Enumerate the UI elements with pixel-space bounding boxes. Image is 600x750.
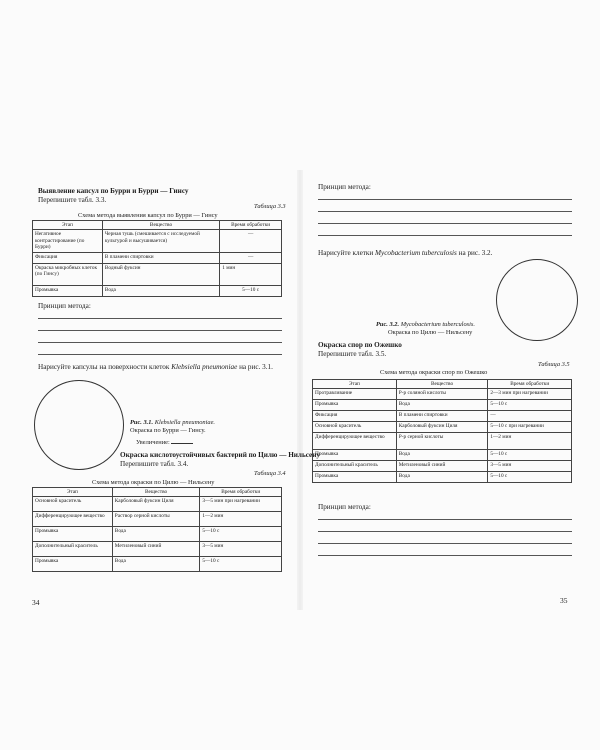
section-heading-ozheshko: Окраска спор по Ожешко [318,341,402,349]
page-number-right: 35 [560,596,568,605]
figure-caption-3-2 [376,321,475,329]
figure-caption-line2: Окраска по Цилю — Нильсену [388,329,473,336]
table-cell: Промывка [313,400,397,411]
magnification-blank [171,437,193,444]
column-header: Этап [313,380,397,389]
table-cell: Промывка [33,285,103,296]
table-row [313,411,572,422]
table-cell: Вода [396,400,488,411]
table-cell: 3—5 мин [488,461,572,472]
drawing-circle-3-1 [34,380,124,470]
table-cell: 2—3 мин при нагревании [488,389,572,400]
table-header-row [313,380,572,389]
table-cell: 5—10 с [488,400,572,411]
section-heading-ziehl: Окраска кислотоустойчивых бактерий по Цилю — Нильсену [120,451,320,459]
writing-line [38,318,282,319]
writing-line [318,199,572,200]
table-cell: Фиксация [33,252,103,263]
principle-label-bottom: Принцип метода: [318,503,371,511]
table-cell: Основной краситель [33,497,113,512]
table-row [313,461,572,472]
table-cell: Водный фуксин [102,263,219,285]
column-header: Вещество [112,488,200,497]
draw-text: Нарисуйте клетки [318,249,376,257]
table-cell: Промывка [33,557,113,572]
table-cell: — [220,252,282,263]
table-cell: Вода [102,285,219,296]
table-cell: — [220,230,282,252]
table-cell: Фиксация [313,411,397,422]
table-cell: 5—10 с при нагревании [488,422,572,433]
writing-line [38,342,282,343]
writing-line [318,235,572,236]
table-cell: Промывка [33,527,113,542]
drawing-circle-3-2 [496,259,578,341]
table-title-3-3: Схема метода выявления капсул по Бурри — Гинсу [78,212,218,219]
caption-prefix: Рис. 3.2. [376,321,401,328]
principle-label: Принцип метода: [38,302,91,310]
principle-label-top: Принцип метода: [318,183,371,191]
table-cell: Основной краситель [313,422,397,433]
table-3-3 [32,220,282,297]
instruction-table-3-5: Перепишите табл. 3.5. [318,350,387,358]
writing-line [318,543,572,544]
table-cell: Раствор серной кислоты [112,512,200,527]
species-name: Mycobacterium tuberculosis [375,249,457,257]
table-row [33,252,282,263]
table-header-row [33,221,282,230]
table-cell: Вода [112,557,200,572]
table-cell: Вода [112,527,200,542]
column-header: Время обработки [200,488,282,497]
table-cell: Дифференцирующее вещество [313,433,397,450]
draw-text: Нарисуйте капсулы на поверхности клеток [38,363,172,371]
table-cell: 1—2 мин [488,433,572,450]
table-3-4 [32,487,282,572]
caption-prefix: Рис. 3.1. [130,419,155,426]
table-row [33,542,282,557]
draw-text: на рис. 3.1. [237,363,273,371]
writing-line [318,223,572,224]
table-cell: Метиленовый синий [112,542,200,557]
table-row [33,527,282,542]
table-cell: Дополнительный краситель [313,461,397,472]
table-row [313,472,572,483]
table-row [313,450,572,461]
table-cell: Черная тушь (смешивается с исследуемой культурой и высушивается) [102,230,219,252]
table-cell: 5—10 с [200,557,282,572]
column-header: Время обработки [220,221,282,230]
table-label-3-3: Таблица 3.3 [254,203,286,210]
table-cell: 5—10 с [200,527,282,542]
table-cell: В пламени спиртовки [396,411,488,422]
table-cell: Карболовый фуксин Циля [396,422,488,433]
instruction-table-3-3: Перепишите табл. 3.3. [38,196,107,204]
table-3-5 [312,379,572,483]
table-row [313,422,572,433]
table-cell: 1—2 мин [200,512,282,527]
column-header: Этап [33,488,113,497]
column-header: Вещество [102,221,219,230]
table-cell: Карболовый фуксин Циля [112,497,200,512]
table-row [33,263,282,285]
table-title-3-5: Схема метода окраски спор по Ожешко [380,369,488,376]
table-row [313,389,572,400]
table-row [313,433,572,450]
table-row [33,285,282,296]
draw-text: на рис. 3.2. [456,249,493,257]
figure-caption-line2: Окраска по Бурри — Гинсу. [130,427,206,434]
magnification-label: Увеличение: [136,439,170,446]
table-row [313,400,572,411]
table-cell: Р-р серной кислоты [396,433,488,450]
table-cell: Дифференцирующее вещество [33,512,113,527]
draw-instruction-3-2 [318,249,492,258]
table-cell: В пламени спиртовки [102,252,219,263]
table-header-row [33,488,282,497]
table-cell: Негативное контрастирование (по Бурри) [33,230,103,252]
table-label-3-4: Таблица 3.4 [254,470,286,477]
writing-line [318,211,572,212]
table-cell: 5—10 с [488,472,572,483]
table-label-3-5: Таблица 3.5 [538,361,570,368]
caption-species: Mycobacterium tuberculosis. [400,321,475,328]
column-header: Этап [33,221,103,230]
table-cell: 3—5 мин при нагревании [200,497,282,512]
table-row [33,497,282,512]
table-title-3-4: Схема метода окраски по Цилю — Нильсену [92,479,215,486]
column-header: Вещество [396,380,488,389]
species-name: Klebsiella pneumoniae [171,363,238,371]
writing-line [318,555,572,556]
table-cell: Окраска микробных клеток (по Гинсу) [33,263,103,285]
table-cell: Промывка [313,472,397,483]
table-cell: — [488,411,572,422]
section-heading-burri: Выявление капсул по Бурри и Бурри — Гинсу [38,187,189,195]
figure-caption-3-1 [130,419,215,427]
table-row [33,230,282,252]
table-cell: Метиленовый синий [396,461,488,472]
instruction-table-3-4: Перепишите табл. 3.4. [120,460,189,468]
table-cell: Протравливание [313,389,397,400]
table-cell: Р-р соляной кислоты [396,389,488,400]
table-cell: 5—10 с [488,450,572,461]
magnification [136,437,193,447]
writing-line [38,330,282,331]
table-cell: Дополнительный краситель [33,542,113,557]
column-header: Время обработки [488,380,572,389]
writing-line [318,519,572,520]
writing-line [318,531,572,532]
draw-instruction-3-1 [38,363,273,372]
table-cell: 5—10 с [220,285,282,296]
table-cell: Вода [396,450,488,461]
table-cell: Промывка [313,450,397,461]
writing-line [38,354,282,355]
table-cell: 3—5 мин [200,542,282,557]
table-cell: 1 мин [220,263,282,285]
right-page [300,0,600,750]
page-number-left: 34 [32,598,40,607]
table-row [33,512,282,527]
caption-species: Klebsiella pneumoniae. [154,419,216,426]
table-cell: Вода [396,472,488,483]
table-row [33,557,282,572]
